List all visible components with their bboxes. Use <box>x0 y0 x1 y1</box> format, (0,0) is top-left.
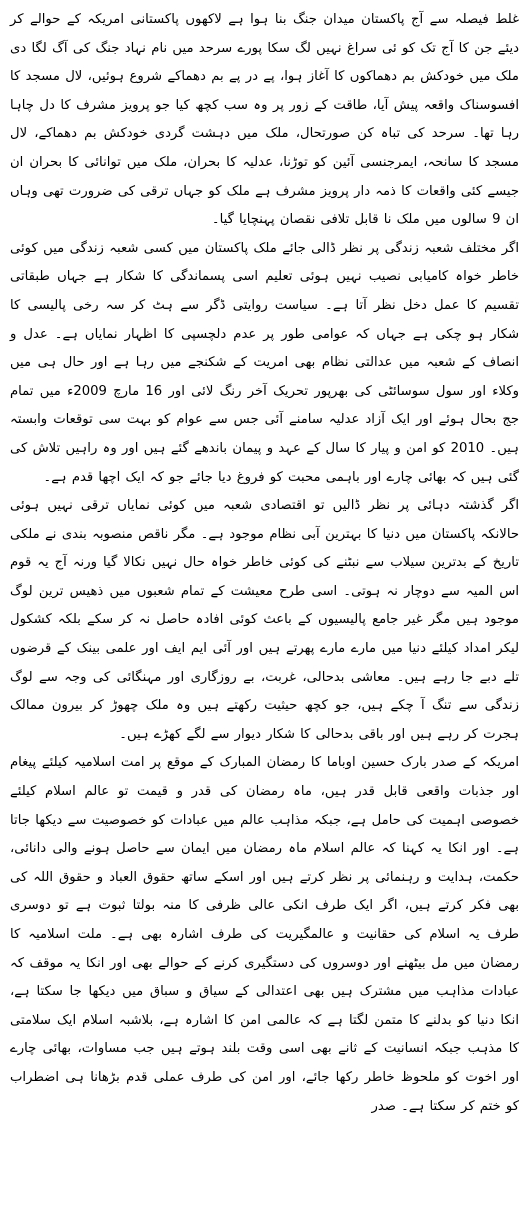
paragraph-musharraf-era: غلط فیصلہ سے آج پاکستان میدان جنگ بنا ہوا ہے لاکھوں پاکستانی امریکہ کے حوالے کر دیئے جن کا آج تک کو ئی سراغ نہیں لگ سکا پورے سرحد میں نام نہاد جنگ کی آگ لگا دی ملک میں خودکش بم دھماکوں کا آغاز ہوا، پے در پے بم دھماکے شروع ہوئیں، لال مسجد کا افسوسناک واقعہ پیش آیا، طاقت کے زور پر وہ سب کچھ کیا جو پرویز مشرف کا دل چاہا رہا تھا۔ سرحد کی تباہ کن صورتحال، ملک میں دہشت گردی خودکش بم دھماکے، لال مسجد کا سانحہ، ایمرجنسی آئین کو توڑنا، عدلیہ کا بحران، ملک میں توانائی کا بحران ان جیسے کئی واقعات کا ذمہ دار پرویز مشرف ہے ملک کو جہاں ترقی کی ضرورت تھی وہاں ان 9 سالوں میں ملک نا قابل تلافی نقصان پہنچایا گیا۔ <box>9 12 519 228</box>
paragraph-obama-ramadan-message: امریکہ کے صدر بارک حسین اوباما کا رمضان المبارک کے موقع پر امت اسلامیہ کیلئے پیغام اور جذبات واقعی قابل قدر ہیں، ماہ رمضان کی قدر و قیمت تو عالم اسلام کیلئے خصوصی اہمیت کی حامل ہے، جبکہ مذاہب عالم میں عبادات کو خصوصیت سے دیکھا جاتا ہے۔ اور انکا یہ کہنا کہ عالم اسلام ماہ رمضان میں ایمان سے حاصل ہونے والی دانائی، حکمت، ہدایت و رہنمائی پر نظر کرتے ہیں اور اسکے ساتھ حقوق العباد و حقوق اللہ کی بھی فکر کرتے ہیں، اگر ایک طرف انکی عالی ظرفی کا منہ بولتا ثبوت ہے تو دوسری طرف یہ اسلام کی حقانیت و عالمگیریت کی طرف اشارہ بھی ہے۔ ملت اسلامیہ کا رمضان میں مل بیٹھنے اور دوسروں کی دستگیری کرنے کے حوالے بھی اور انکا یہ موقف کہ عبادات مذاہب میں مشترک ہیں بھی اعتدالی کے سیاق و سباق میں دیکھا جا سکتا ہے، انکا دنیا کو بدلنے کا متمن لگتا ہے کہ عالمی امن کا اشارہ ہے، بلاشبہ اسلام ایک سلامتی کا مذہب جبکہ انسانیت کے ثانے بھی اسی وقت بلند ہوتے ہیں جب مساوات، بھائی چارے اور اخوت کو ملحوظ خاطر رکھا جائے، اور امن کی طرف عملی قدم بڑھانا ہی اضطراب کو ختم کر سکتا ہے۔ صدر <box>10 755 519 1114</box>
paragraph-economic-sector: اگر گذشتہ دہائی پر نظر ڈالیں تو اقتصادی شعبہ میں کوئی نمایاں ترقی نہیں ہوئی حالانکہ پاکستان میں دنیا کا بہترین آبی نظام موجود ہے۔ مگر ناقص منصوبہ بندی نے ملکی تاریخ کے بدترین سیلاب سے نبٹنے کی کوئی خاطر خواہ حال نہیں نکالا گیا ورنہ آج یہ قوم اس المیہ سے دوچار نہ ہوتی۔ اسی طرح معیشت کے تمام شعبوں میں ذھیس ترین لوگ موجود ہیں مگر غیر جامع پالیسیوں کے باعث کوئی افادہ حاصل نہ کر سکے بلکہ کشکول لیکر امداد کیلئے دنیا میں مارے مارے پھرتے ہیں اور آئی ایم ایف اور علمی بینک کے قرضوں تلے دبے جا رہے ہیں۔ معاشی بدحالی، غربت، بے روزگاری اور مہنگائی کی وجہ سے لوگ زندگی سے تنگ آ چکے ہیں، جو کچھ حیثیت رکھتے ہیں وہ ملک چھوڑ کر بیرون ممالک ہجرت کر رہے ہیں اور باقی بدحالی کا شکار دیوار سے لگے کھڑے ہیں۔ <box>10 498 519 742</box>
paragraph-sectors-of-life: اگر مختلف شعبہ زندگی پر نظر ڈالی جائے ملک پاکستان میں کسی شعبہ زندگی میں کوئی خاطر خواہ کامیابی نصیب نہیں ہوئی تعلیم اسی پسماندگی کا شکار ہے جہاں طبقاتی تقسیم کا عمل دخل نظر آتا ہے۔ سیاست روایتی ڈگر سے ہٹ کر سہ رخی پالیسی کا شکار ہو چکی ہے جہاں کہ عوامی طور پر عدم دلچسپی کا اظہار نمایاں ہے۔ عدل و انصاف کے شعبہ میں عدالتی نظام بھی امریت کے شکنجے میں رہا ہے اور حال ہی میں وکلاء اور سول سوسائٹی کی بھرپور تحریک آخر رنگ لائی اور 16 مارچ 2009ء میں تمام جج بحال ہوئے اور ایک آزاد عدلیہ سامنے آئی جس سے عوام کو بہت سی توقعات وابستہ ہیں۔ 2010 کو امن و پیار کا سال کے عہد و پیمان باندھے گئے ہیں اور وہ راہیں تلاش کی گئی ہیں کہ بھائی چارے اور باہمی محبت کو فروغ دیا جائے جو کہ ایک اچھا قدم ہے۔ <box>10 240 519 485</box>
